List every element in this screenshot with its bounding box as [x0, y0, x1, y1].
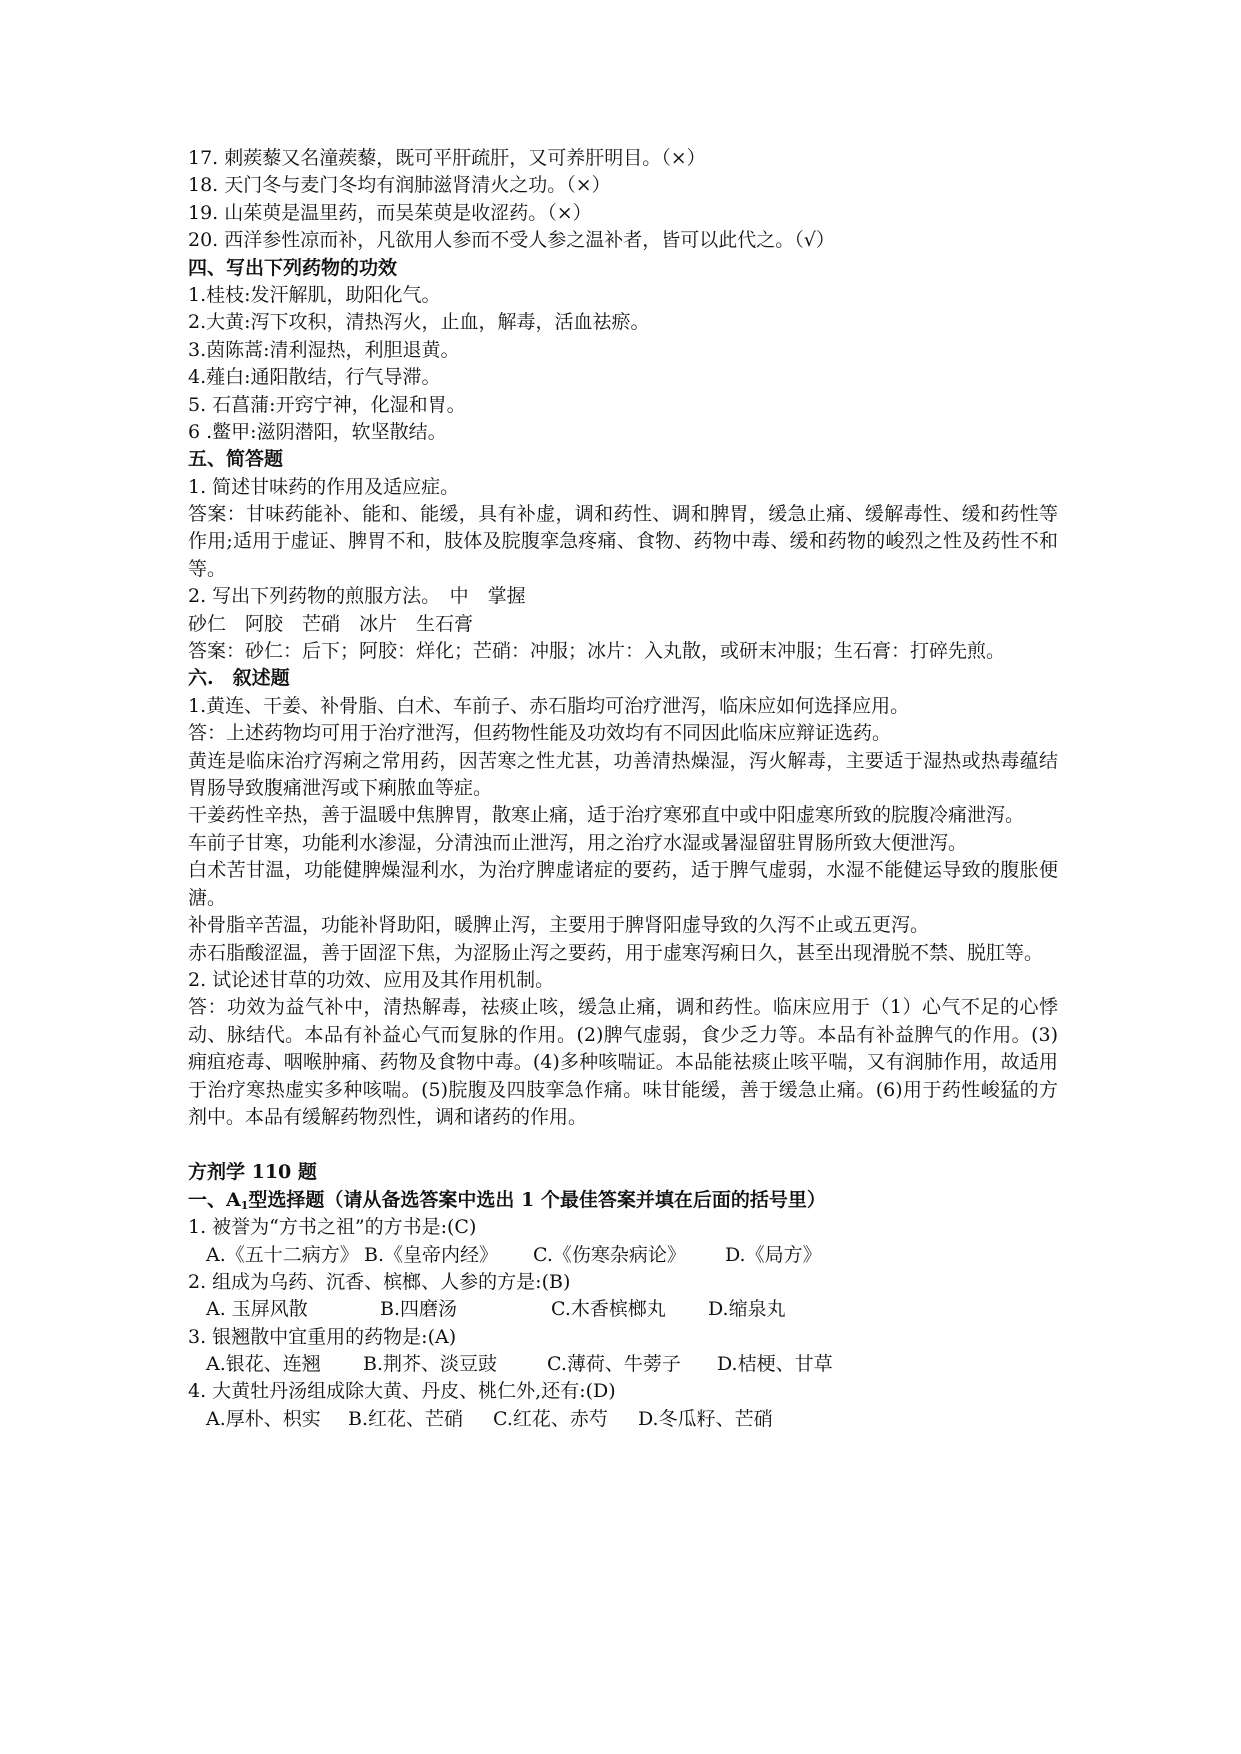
essay-answer-paragraph: 白术苦甘温，功能健脾燥湿利水，为治疗脾虚诸症的要药，适于脾气虚弱，水湿不能健运导致的腹胀便溏。 — [188, 859, 1058, 909]
heading-prefix: 一、A — [188, 1188, 241, 1211]
heading-subscript: 1 — [240, 1198, 249, 1212]
mcq-stem: 2. 组成为乌药、沉香、槟榔、人参的方是:(B) — [188, 1270, 571, 1293]
mcq-options — [188, 1406, 1058, 1433]
judgement-items — [188, 145, 1058, 255]
essay-answer-paragraph: 车前子甘寒，功能利水渗湿，分清浊而止泄泻，用之治疗水湿或暑湿留驻胃肠所致大便泄泻。 — [188, 831, 968, 854]
mcq-option-b: B.荆芥、淡豆豉 — [363, 1353, 498, 1376]
mcq-option-a: A.《五十二病方》 — [206, 1243, 359, 1266]
judgement-item-18: 18. 天门冬与麦门冬均有润肺滋肾清火之功。（×） — [188, 174, 611, 197]
essay-question-1: 1.黄连、干姜、补骨脂、白术、车前子、赤石脂均可治疗泄泻，临床应如何选择应用。 — [188, 694, 910, 717]
efficacy-list — [188, 282, 1058, 446]
mcq-stem: 3. 银翘散中宜重用的药物是:(A) — [188, 1325, 457, 1348]
section-5-heading: 五、简答题 — [188, 448, 284, 471]
mcq-question — [188, 1214, 1058, 1269]
judgement-item-17: 17. 刺蒺藜又名潼蒺藜，既可平肝疏肝，又可养肝明目。（×） — [188, 147, 706, 169]
mcq-option-c: C.《伤寒杂病论》 — [533, 1243, 686, 1266]
efficacy-item: 3.茵陈蒿:清利湿热，利胆退黄。 — [188, 338, 460, 361]
mcq-option-b: B.《皇帝内经》 — [364, 1243, 499, 1266]
judgement-item-19: 19. 山茱萸是温里药，而吴茱萸是收涩药。（×） — [188, 201, 592, 224]
mcq-option-d: D.冬瓜籽、芒硝 — [638, 1407, 773, 1430]
mcq-option-b: B.红花、芒硝 — [348, 1407, 464, 1430]
mcq-option-a: A.厚朴、枳实 — [206, 1407, 321, 1430]
mcq-question — [188, 1324, 1058, 1379]
mcq-stem: 1. 被誉为“方书之祖”的方书是:(C) — [188, 1216, 477, 1239]
efficacy-item: 5. 石菖蒲:开窍宁神，化湿和胃。 — [188, 393, 466, 416]
efficacy-item: 6 .鳖甲:滋阴潜阳，软坚散结。 — [188, 420, 447, 443]
mcq-option-c: C.薄荷、牛蒡子 — [547, 1353, 681, 1376]
mcq-option-a: A. 玉屏风散 — [206, 1298, 308, 1321]
essay-answer-paragraph: 干姜药性辛热，善于温暖中焦脾胃，散寒止痛，适于治疗寒邪直中或中阳虚寒所致的脘腹冷痛泄泻。 — [188, 804, 1025, 827]
short-answer-2: 答案：砂仁：后下；阿胶：烊化；芒硝：冲服；冰片：入丸散，或研末冲服；生石膏：打碎先煎。 — [188, 640, 1006, 663]
short-question-1: 1. 简述甘味药的作用及适应症。 — [188, 475, 460, 498]
essay-answer-paragraph: 补骨脂辛苦温，功能补肾助阳，暖脾止泻，主要用于脾肾阳虚导致的久泻不止或五更泻。 — [188, 914, 930, 937]
essay-answer-paragraph: 答：上述药物均可用于治疗泄泻，但药物性能及功效均有不同因此临床应辩证选药。 — [188, 722, 892, 745]
fangji-title: 方剂学 110 题 — [188, 1161, 317, 1184]
mcq-question — [188, 1378, 1058, 1433]
efficacy-item: 2.大黄:泻下攻积，清热泻火，止血，解毒，活血祛瘀。 — [188, 311, 650, 334]
essay-answer-2: 答：功效为益气补中，清热解毒，祛痰止咳，缓急止痛，调和药性。临床应用于（1）心气不足的心悸动、脉结代。本品有补益心气而复脉的作用。(2)脾气虚弱，食少乏力等。本品有补益脾气的作用。(3)痈疽疮毒、咽喉肿痛、药物及食物中毒。(4)多种咳喘证。本品能祛痰止咳平喘，又有润肺作用，故适用于治疗寒热虚实多种咳喘。(5)脘腹及四肢挛急作痛。味甘能缓，善于缓急止痛。(6)用于药性峻猛的方剂中。本品有缓解药物烈性，调和诸药的作用。 — [188, 996, 1058, 1128]
mcq-options — [188, 1242, 1058, 1269]
efficacy-item: 4.薤白:通阳散结，行气导滞。 — [188, 366, 441, 389]
essay-answer-paragraph: 黄连是临床治疗泻痢之常用药，因苦寒之性尤甚，功善清热燥湿，泻火解毒，主要适于湿热或热毒蕴结胃肠导致腹痛泄泻或下痢脓血等症。 — [188, 749, 1058, 800]
mcq-option-b: B.四磨汤 — [380, 1298, 458, 1321]
mcq-stem: 4. 大黄牡丹汤组成除大黄、丹皮、桃仁外,还有:(D) — [188, 1380, 616, 1403]
fangji-section-1-heading — [188, 1187, 1058, 1214]
mcq-option-a: A.银花、连翘 — [206, 1353, 321, 1376]
mcq-question — [188, 1269, 1058, 1324]
short-question-2-items: 砂仁 阿胶 芒硝 冰片 生石膏 — [188, 612, 474, 635]
judgement-item-20: 20. 西洋参性凉而补，凡欲用人参而不受人参之温补者，皆可以此代之。（√） — [188, 229, 835, 252]
mcq-option-c: C.红花、赤芍 — [493, 1407, 608, 1430]
section-4-heading: 四、写出下列药物的功效 — [188, 256, 398, 279]
mcq-option-d: D.缩泉丸 — [708, 1298, 786, 1321]
heading-suffix: 型选择题（请从备选答案中选出 1 个最佳答案并填在后面的括号里） — [248, 1188, 826, 1211]
mcq-option-d: D.桔梗、甘草 — [717, 1353, 833, 1376]
essay-question-2: 2. 试论述甘草的功效、应用及其作用机制。 — [188, 968, 555, 991]
section-6-heading: 六. 叙述题 — [188, 667, 290, 690]
mcq-options — [188, 1296, 1058, 1323]
mcq-option-c: C.木香槟榔丸 — [551, 1298, 666, 1321]
essay-answer-paragraph: 赤石脂酸涩温，善于固涩下焦，为涩肠止泻之要药，用于虚寒泻痢日久，甚至出现滑脱不禁、脱肛等。 — [188, 941, 1044, 964]
short-answer-1: 答案：甘味药能补、能和、能缓，具有补虚，调和药性、调和脾胃，缓急止痛、缓解毒性、缓和药性等作用;适用于虚证、脾胃不和，肢体及脘腹挛急疼痛、食物、药物中毒、缓和药物的峻烈之性及药性不和等。 — [188, 503, 1058, 580]
mcq-options — [188, 1351, 1058, 1378]
mcq-option-d: D.《局方》 — [725, 1243, 822, 1266]
efficacy-item: 1.桂枝:发汗解肌，助阳化气。 — [188, 283, 441, 306]
blank-line — [188, 1131, 1058, 1159]
document-page — [188, 145, 1058, 1433]
short-question-2: 2. 写出下列药物的煎服方法。 中 掌握 — [188, 585, 526, 608]
